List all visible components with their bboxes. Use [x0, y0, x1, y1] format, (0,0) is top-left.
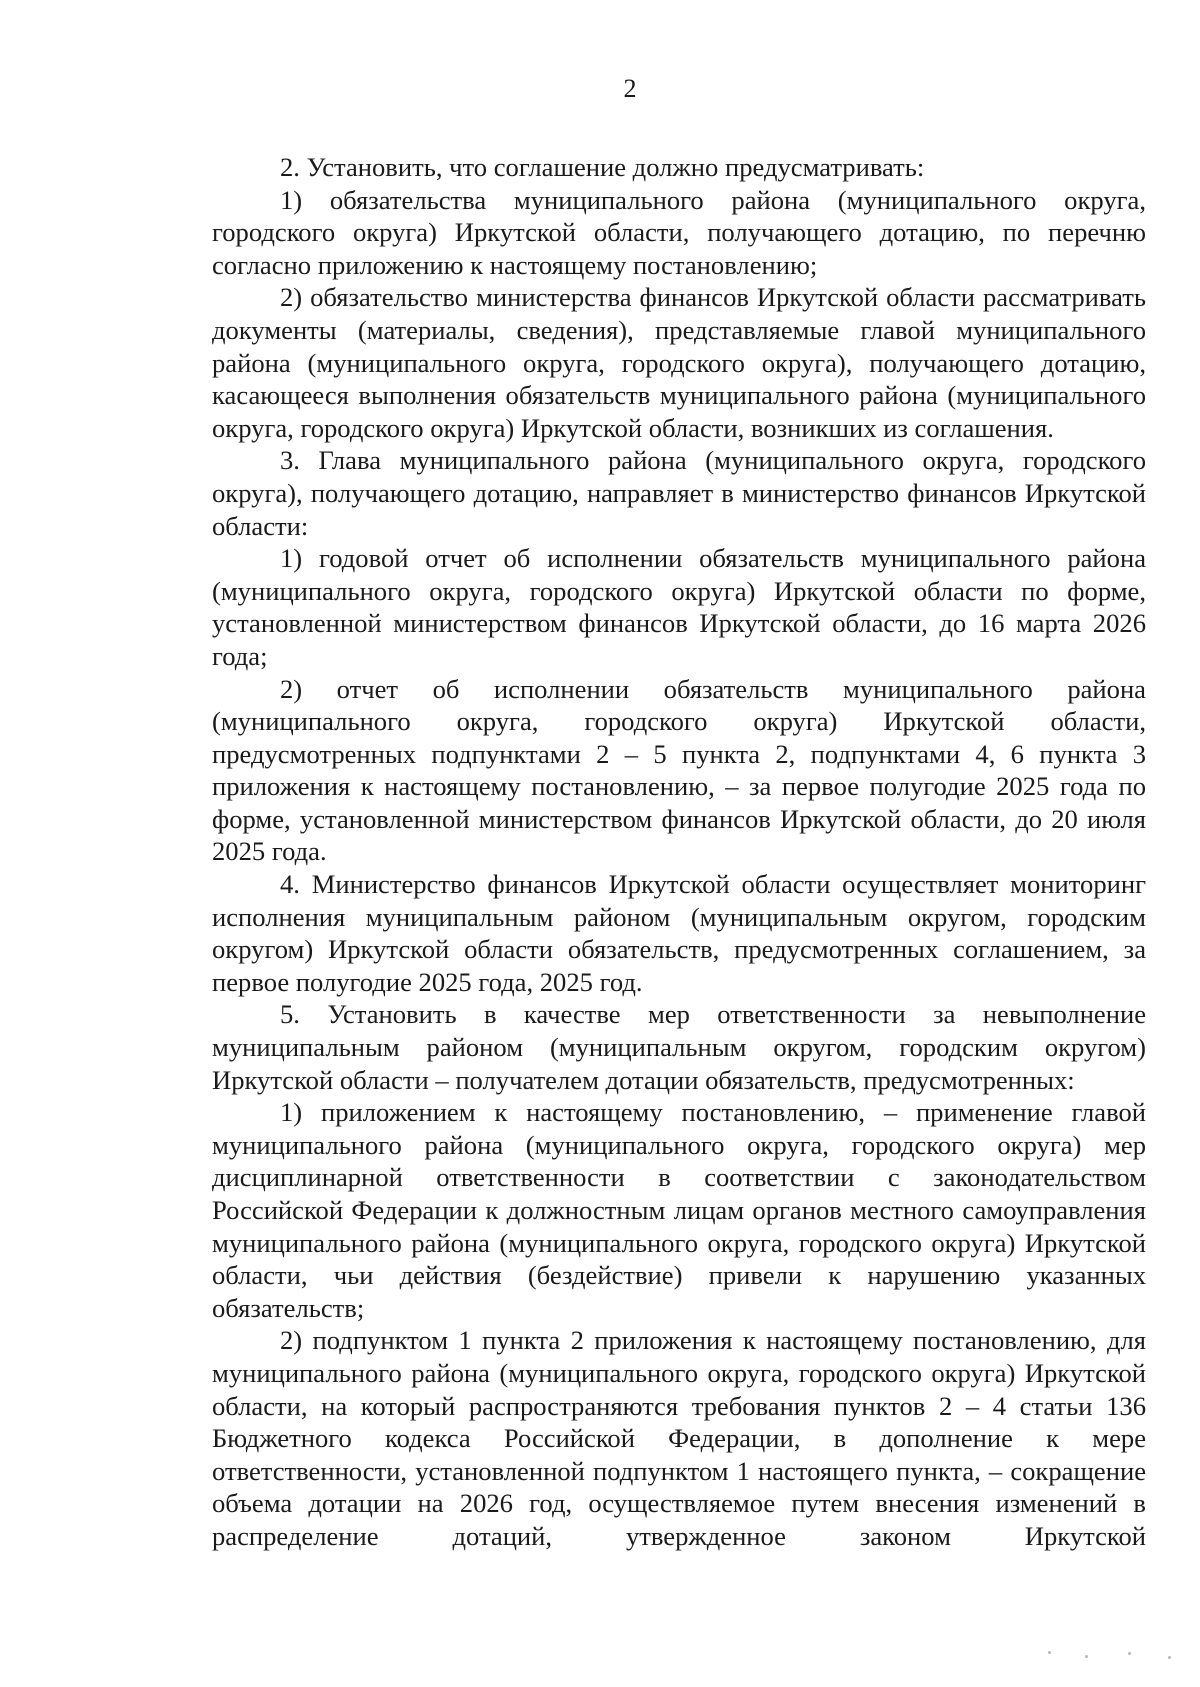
paragraph-clause-3-item-2: 2) отчет об исполнении обязательств муниципального района (муниципального округа, городского округа) Иркутской области, предусмотренных подпунктами 2 – 5 пункта 2, подпунктами 4, 6 пункта 3 приложения к настоящему постановлению, – за первое полугодие 2025 года по форме, установленной министерством финансов Иркутской области, до 20 июля 2025 года. — [212, 673, 1146, 867]
paragraph-clause-2-item-2: 2) обязательство министерства финансов Иркутской области рассматривать документы (материалы, сведения), представляемые главой муниципального района (муниципального округа, городского округа), получающего дотацию, касающееся выполнения обязательств муниципального района (муниципального округа, городского округа) Иркутской области, возникших из соглашения. — [212, 282, 1146, 443]
paragraph-clause-2: 2. Установить, что соглашение должно предусматривать: — [280, 152, 925, 182]
page-number: 2 — [623, 74, 637, 103]
scan-speck — [1048, 1651, 1051, 1654]
paragraph-clause-5-item-1: 1) приложением к настоящему постановлению, – применение главой муниципального района (муниципального округа, городского округа) мер дисциплинарной ответственности в соответствии с законодательством Российской Федерации к должностным лицам органов местного самоуправления муниципального района (муниципального округа, городского округа) Иркутской области, чьи действия (бездействие) привели к нарушению указанных обязательств; — [212, 1097, 1146, 1323]
document-body — [212, 151, 1146, 1553]
paragraph-clause-5-item-2: 2) подпунктом 1 пункта 2 приложения к настоящему постановлению, для муниципального района (муниципального округа, городского округа) Иркутской области, на который распространяются требования пунктов 2 – 4 статьи 136 Бюджетного кодекса Российской Федерации, в дополнение к мере ответственности, установленной подпунктом 1 настоящего пункта, – сокращение объема дотации на 2026 год, осуществляемое путем внесения изменений в распределение дотаций, утвержденное законом Иркутской — [212, 1325, 1146, 1551]
paragraph-clause-2-item-1: 1) обязательства муниципального района (муниципального округа, городского округа) Иркутской области, получающего дотацию, по перечню согласно приложению к настоящему постановлению; — [212, 184, 1146, 280]
paragraph-clause-3-item-1: 1) годовой отчет об исполнении обязательств муниципального района (муниципального округа, городского округа) Иркутской области по форме, установленной министерством финансов Иркутской области, до 16 марта 2026 года; — [212, 543, 1146, 671]
paragraph-clause-3: 3. Глава муниципального района (муниципального округа, городского округа), получающего дотацию, направляет в министерство финансов Иркутской области: — [212, 445, 1146, 541]
scan-speck — [1085, 1655, 1088, 1658]
scan-speck — [1168, 1656, 1171, 1659]
paragraph-clause-5: 5. Установить в качестве мер ответственности за невыполнение муниципальным районом (муниципальным округом, городским округом) Иркутской области – получателем дотации обязательств, предусмотренных: — [212, 999, 1146, 1095]
paragraph-clause-4: 4. Министерство финансов Иркутской области осуществляет мониторинг исполнения муниципальным районом (муниципальным округом, городским округом) Иркутской области обязательств, предусмотренных соглашением, за первое полугодие 2025 года, 2025 год. — [212, 869, 1146, 997]
scan-speck — [1128, 1652, 1131, 1655]
